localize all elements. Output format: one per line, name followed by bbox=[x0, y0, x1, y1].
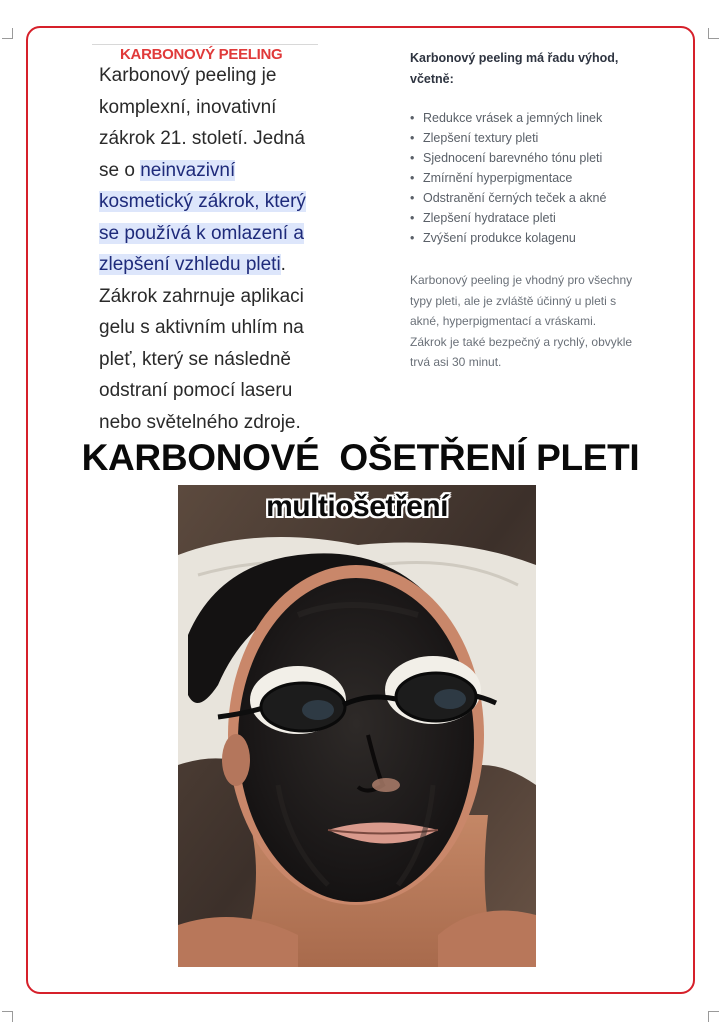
left-text-before: Karbonový peeling je komplexní, inovativní zákrok 21. století. Jedná se o bbox=[99, 65, 305, 181]
left-paragraph bbox=[99, 60, 314, 438]
benefit-item: • Zvýšení produkce kolagenu bbox=[410, 228, 635, 248]
face-mask-illustration bbox=[178, 485, 536, 967]
benefits-column bbox=[410, 48, 635, 373]
suitability-paragraph: Karbonový peeling je vhodný pro všechny typy pleti, ale je zvláště účinný u pleti s akné, hyperpigmentací a vráskami. Zákrok je také bezpečný a rychlý, obvykle trvá asi 30 minut. bbox=[410, 273, 633, 369]
crop-mark-top-right bbox=[708, 28, 719, 39]
main-headline: KARBONOVÉ OŠETŘENÍ PLETI bbox=[81, 437, 640, 478]
highlighted-text: neinvazivní kosmetický zákrok, který se používá k omlazení a zlepšení vzhledu pleti bbox=[99, 159, 306, 275]
sub-headline: multiošetření bbox=[266, 490, 448, 523]
benefit-item: • Redukce vrásek a jemných linek bbox=[410, 108, 635, 128]
left-divider bbox=[92, 44, 318, 45]
benefit-item: • Zlepšení hydratace pleti bbox=[410, 208, 635, 228]
crop-mark-top-left bbox=[2, 28, 13, 39]
benefits-heading: Karbonový peeling má řadu výhod, včetně: bbox=[410, 51, 619, 86]
benefit-item: • Sjednocení barevného tónu pleti bbox=[410, 148, 635, 168]
benefits-list bbox=[410, 108, 635, 248]
left-title: KARBONOVÝ PEELING bbox=[120, 46, 283, 63]
benefit-item: • Zlepšení textury pleti bbox=[410, 128, 635, 148]
crop-mark-bottom-right bbox=[708, 1011, 719, 1022]
benefit-item: • Odstranění černých teček a akné bbox=[410, 188, 635, 208]
crop-mark-bottom-left bbox=[2, 1011, 13, 1022]
treatment-photo bbox=[178, 485, 536, 967]
left-text-after: . Zákrok zahrnuje aplikaci gelu s aktivním uhlím na pleť, který se následně odstraní pomocí laseru nebo světelného zdroje. bbox=[99, 254, 304, 433]
benefit-item: • Zmírnění hyperpigmentace bbox=[410, 168, 635, 188]
